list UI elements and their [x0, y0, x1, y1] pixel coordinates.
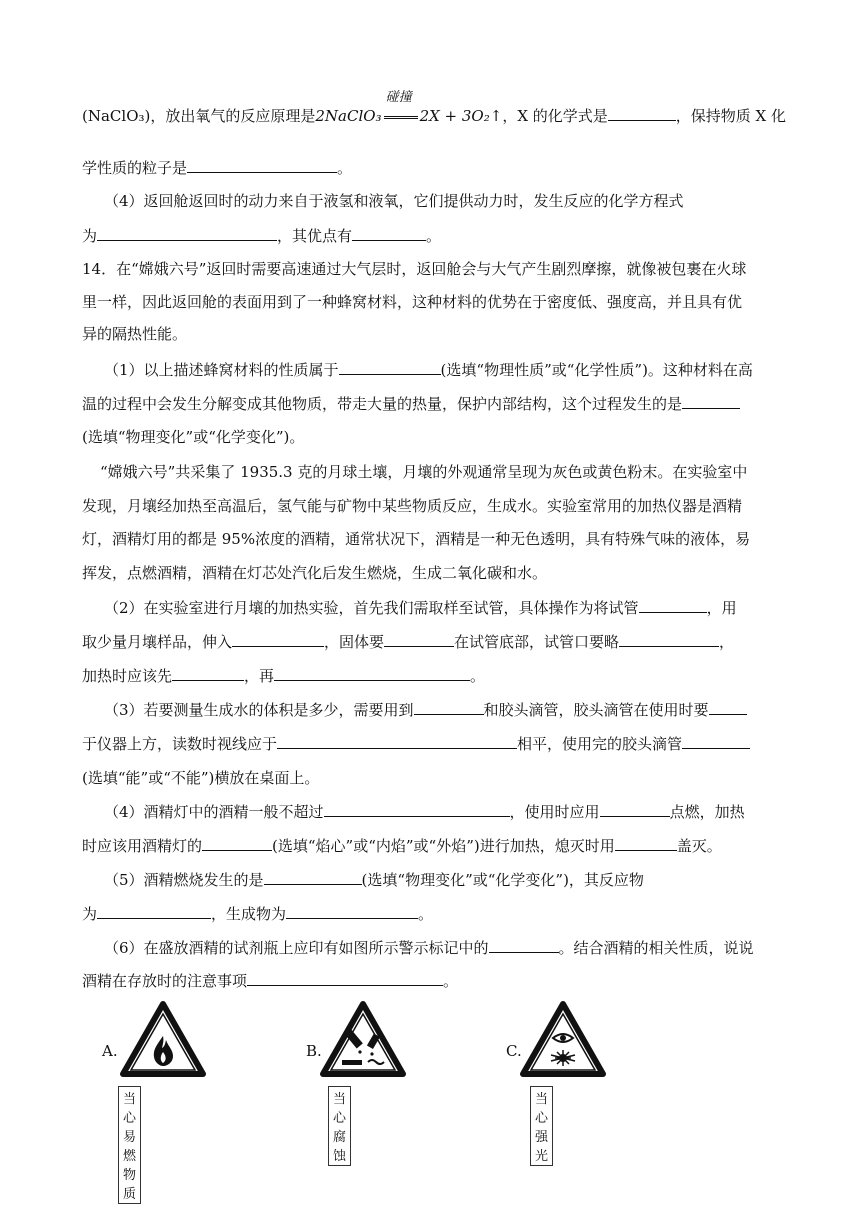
option-letter: B.	[306, 1042, 322, 1060]
text: 在试管底部，试管口要略	[454, 633, 620, 651]
q13-p4-line1	[104, 189, 684, 213]
text: 于仪器上方，读数时视线应于	[82, 735, 278, 753]
text: （3）若要测量生成水的体积是多少，需要用到	[104, 701, 414, 719]
q13-line2	[82, 156, 352, 180]
text: （1）以上描述蜂窝材料的性质属于	[104, 361, 339, 379]
answer-blank[interactable]	[324, 800, 510, 817]
answer-blank[interactable]	[384, 630, 454, 647]
text: 异的隔热性能。	[82, 325, 188, 343]
text: ，	[719, 633, 735, 651]
text: 相平，使用完的胶头滴管	[517, 735, 683, 753]
text: 为	[82, 905, 98, 923]
text: 和胶头滴管，胶头滴管在使用时要	[483, 701, 709, 719]
q14-p4-line2	[82, 834, 722, 858]
equation-arrow	[382, 90, 420, 128]
answer-blank[interactable]	[608, 104, 676, 121]
text: ，生成物为	[211, 905, 287, 923]
text: (选填“物理变化”或“化学变化”)。	[82, 428, 305, 446]
q14-p6-line2	[82, 969, 458, 993]
text: ，其优点有	[277, 227, 353, 245]
q14-mid-1	[100, 460, 747, 484]
text: (NaClO₃)，放出氧气的反应原理是	[82, 107, 316, 125]
q13-line1	[82, 90, 786, 128]
answer-blank[interactable]	[274, 664, 470, 681]
answer-blank[interactable]	[639, 596, 707, 613]
option-letter: C.	[506, 1042, 522, 1060]
answer-blank[interactable]	[172, 664, 244, 681]
text: 。结合酒精的相关性质，说说	[558, 939, 754, 957]
answer-blank[interactable]	[202, 834, 272, 851]
text: 灯，酒精灯用的都是 95%浓度的酒精，通常状况下，酒精是一种无色透明，具有特殊气味的液体，易	[82, 530, 751, 548]
text: ，保持物质 X 化	[675, 107, 786, 125]
equation-condition: 碰撞	[385, 90, 412, 105]
answer-blank[interactable]	[97, 224, 277, 241]
text: 温的过程中会发生分解变成其他物质，带走大量的热量，保护内部结构，这个过程发生的是	[82, 395, 683, 413]
text: 为	[82, 227, 98, 245]
equation-right: 2X + 3O₂↑	[419, 107, 503, 125]
text: 。	[426, 227, 442, 245]
text: （4）酒精灯中的酒精一般不超过	[104, 803, 324, 821]
text: 里一样，因此返回舱的表面用到了一种蜂窝材料，这种材料的优势在于密度低、强度高，并且具有优	[82, 293, 743, 311]
answer-blank[interactable]	[682, 732, 750, 749]
sign-caption: 当心易燃物质	[118, 1086, 141, 1204]
text: (选填“能”或“不能”)横放在桌面上。	[82, 769, 320, 787]
q14-p4-line1	[104, 800, 745, 824]
text: (选填“物理性质”或“化学性质”)。这种材料在高	[440, 361, 753, 379]
text: 挥发，点燃酒精，酒精在灯芯处汽化后发生燃烧，生成二氧化碳和水。	[82, 564, 548, 582]
text: 加热时应该先	[82, 667, 173, 685]
answer-blank[interactable]	[709, 698, 747, 715]
answer-blank[interactable]	[187, 156, 337, 173]
text: 。	[470, 667, 486, 685]
q14-mid-2	[82, 494, 742, 518]
q14-mid-4	[82, 561, 547, 585]
q13-p4-line2	[82, 224, 441, 248]
text: （4）返回舱返回时的动力来自于液氢和液氧，它们提供动力时，发生反应的化学方程式	[104, 192, 684, 210]
q14-p3-line2	[82, 732, 750, 756]
q14-intro-1	[82, 257, 746, 281]
q14-p2-line1	[104, 596, 737, 620]
text: 。	[337, 159, 353, 177]
text: ，使用时应用	[509, 803, 600, 821]
answer-blank[interactable]	[352, 224, 426, 241]
answer-blank[interactable]	[615, 834, 677, 851]
q14-intro-2	[82, 290, 742, 314]
flammable-warning-icon	[120, 1000, 206, 1078]
text: ，固体要	[324, 633, 385, 651]
q14-p3-line3	[82, 766, 319, 790]
text: 。	[443, 972, 459, 990]
text: 。	[418, 905, 434, 923]
q14-intro-3	[82, 322, 187, 346]
sign-caption: 当心强光	[530, 1086, 553, 1166]
text: 14．在“嫦娥六号”返回时需要高速通过大气层时，返回舱会与大气产生剧烈摩擦，就像被包裹在火球	[82, 260, 747, 278]
q14-p3-line1	[104, 698, 747, 722]
answer-blank[interactable]	[619, 630, 719, 647]
answer-blank[interactable]	[286, 902, 418, 919]
text: ，X 的化学式是	[502, 107, 608, 125]
text: 取少量月壤样品，伸入	[82, 633, 233, 651]
answer-blank[interactable]	[600, 800, 670, 817]
answer-blank[interactable]	[247, 969, 443, 986]
q14-p6-line1	[104, 936, 754, 960]
text: “嫦娥六号”共采集了 1935.3 克的月球土壤，月壤的外观通常呈现为灰色或黄色粉末。在实验室中	[100, 463, 748, 481]
equation-left: 2NaClO₃	[315, 107, 382, 125]
sign-caption: 当心腐蚀	[328, 1086, 351, 1166]
answer-blank[interactable]	[97, 902, 211, 919]
answer-blank[interactable]	[414, 698, 484, 715]
q14-p2-line2	[82, 630, 734, 654]
text: ，用	[706, 599, 737, 617]
q14-p5-line1	[104, 868, 644, 892]
q14-p1-line1	[104, 358, 753, 382]
text: （6）在盛放酒精的试剂瓶上应印有如图所示警示标记中的	[104, 939, 489, 957]
text: 盖灭。	[676, 837, 722, 855]
q14-p1-line3	[82, 425, 304, 449]
text: (选填“物理变化”或“化学变化”)，其反应物	[361, 871, 644, 889]
q14-p2-line3	[82, 664, 485, 688]
option-letter: A.	[102, 1042, 118, 1060]
answer-blank[interactable]	[232, 630, 324, 647]
text: 酒精在存放时的注意事项	[82, 972, 248, 990]
text: ，再	[244, 667, 275, 685]
text: 发现，月壤经加热至高温后，氢气能与矿物中某些物质反应，生成水。实验室常用的加热仪器是酒精	[82, 497, 743, 515]
answer-blank[interactable]	[277, 732, 517, 749]
q14-mid-3	[82, 527, 750, 551]
text: （2）在实验室进行月壤的加热实验，首先我们需取样至试管，具体操作为将试管	[104, 599, 639, 617]
text: （5）酒精燃烧发生的是	[104, 871, 264, 889]
text: (选填“焰心”或“内焰”或“外焰”)进行加热，熄灭时用	[272, 837, 615, 855]
answer-blank[interactable]	[489, 936, 559, 953]
text: 时应该用酒精灯的	[82, 837, 203, 855]
strong-light-warning-icon	[520, 1000, 606, 1078]
corrosive-warning-icon	[320, 1000, 406, 1078]
q14-p1-line2	[82, 392, 740, 416]
q14-p5-line2	[82, 902, 433, 926]
answer-blank[interactable]	[339, 358, 441, 375]
text: 学性质的粒子是	[82, 159, 188, 177]
answer-blank[interactable]	[264, 868, 362, 885]
text: 点燃，加热	[669, 803, 745, 821]
answer-blank[interactable]	[682, 392, 740, 409]
